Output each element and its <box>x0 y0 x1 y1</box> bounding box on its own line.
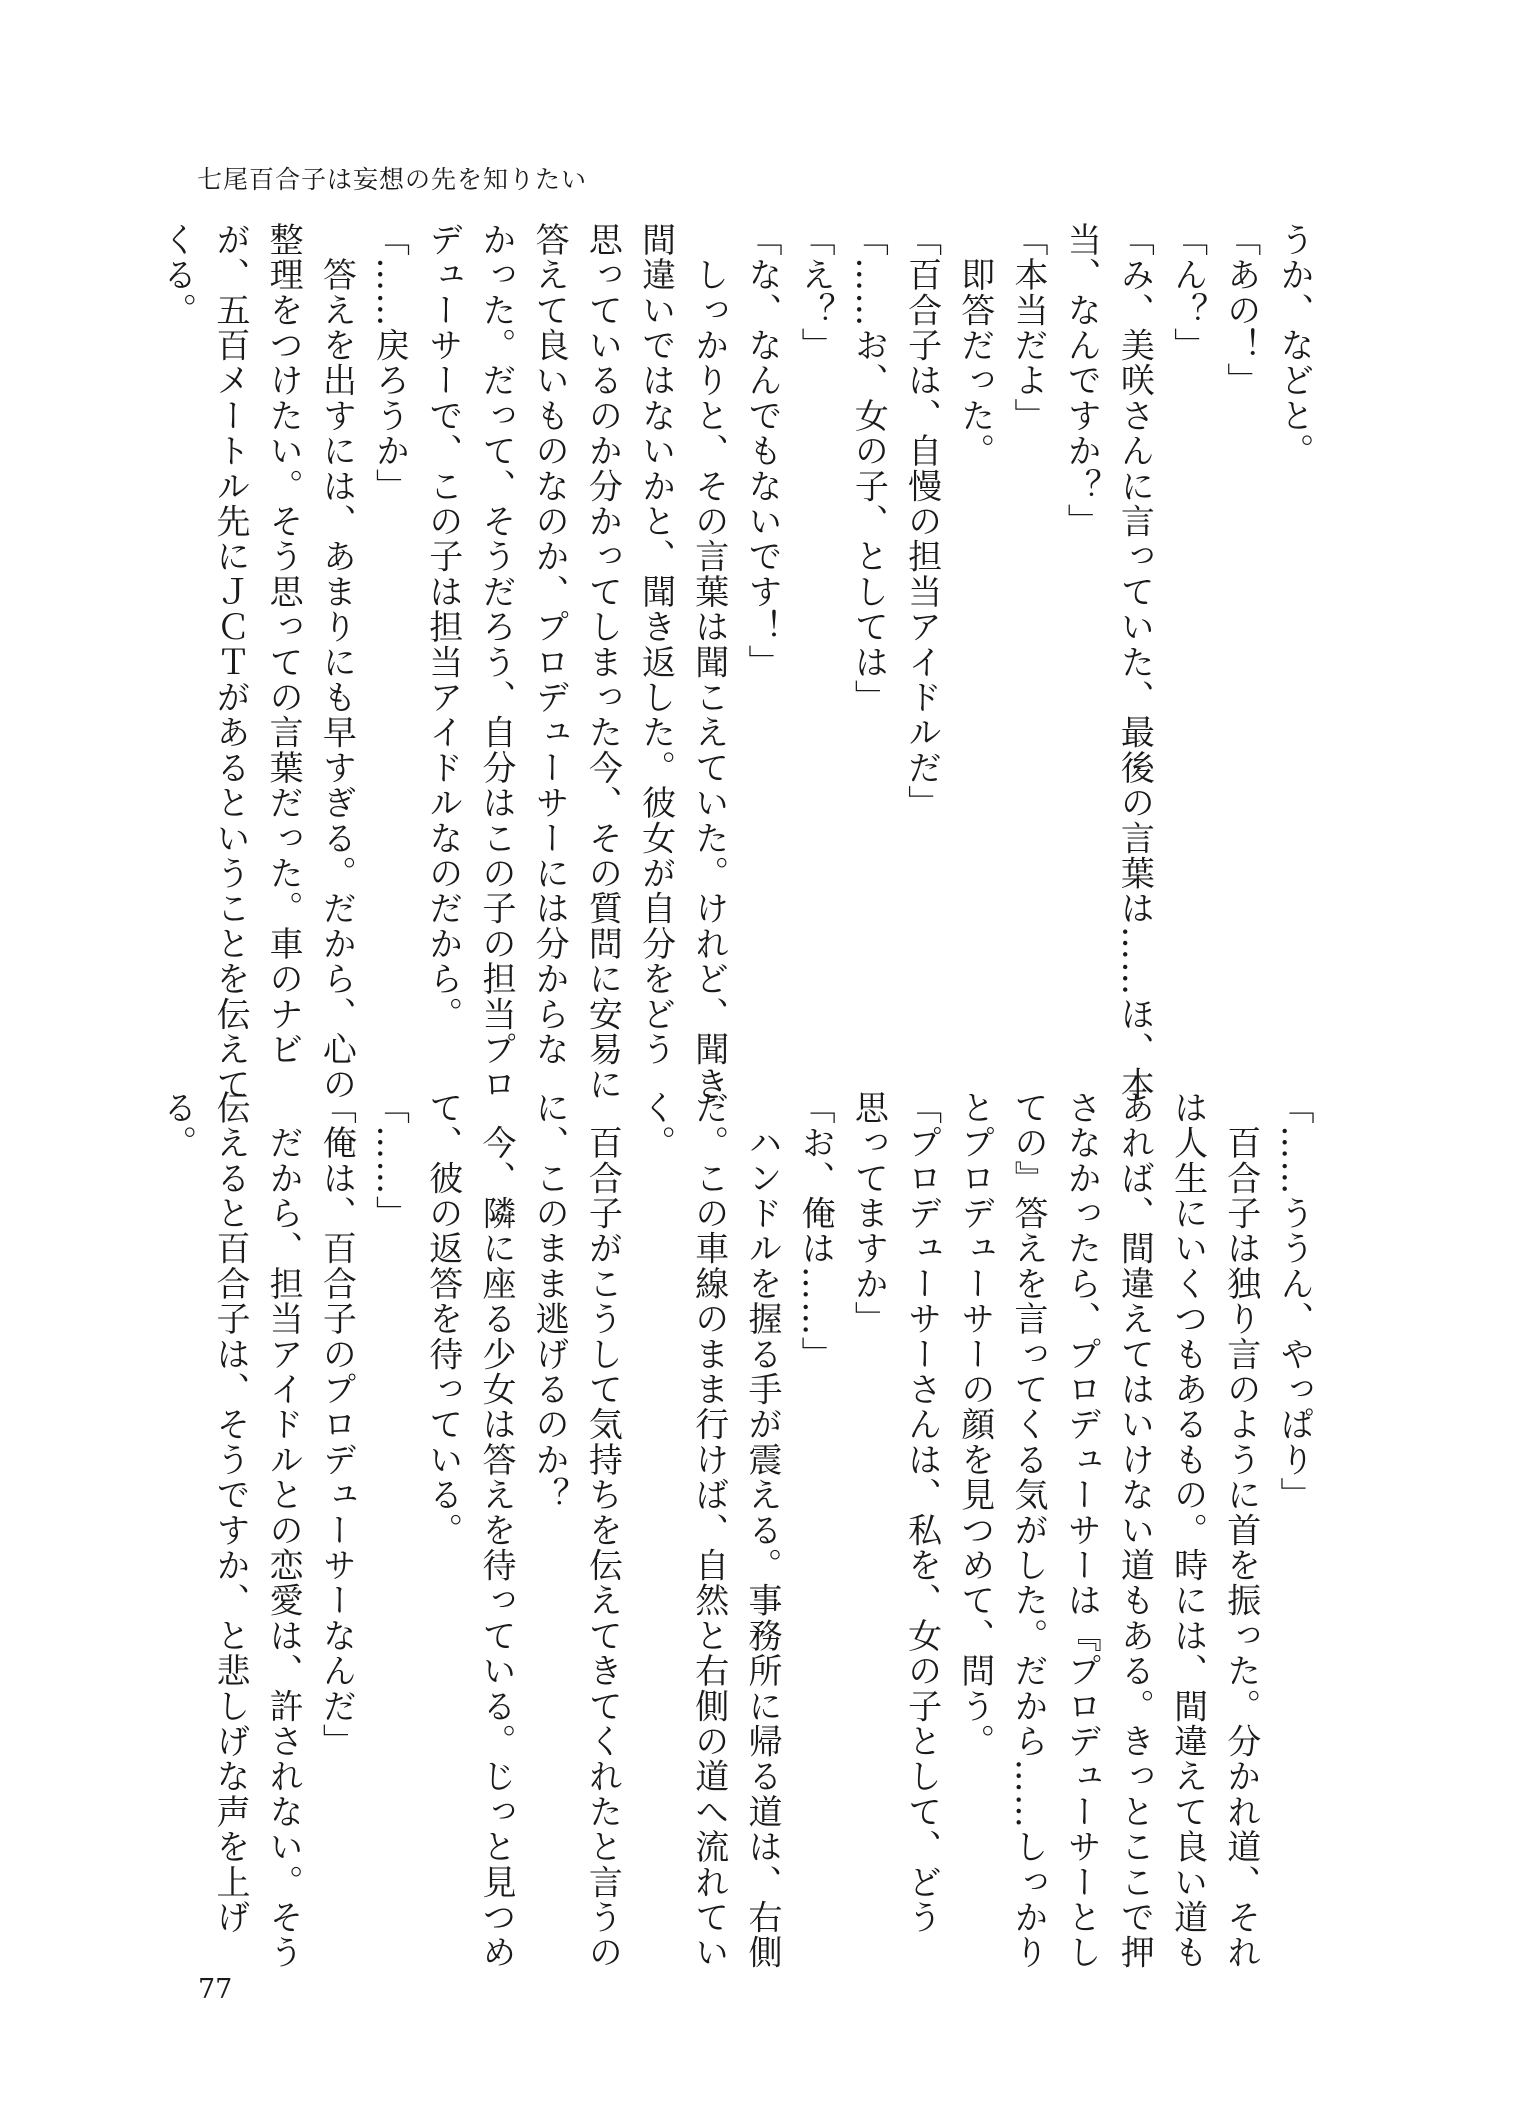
page-number: 77 <box>198 1974 233 2005</box>
text-line: 「あの！」 <box>1220 222 1261 398</box>
text-line: く。 <box>635 1090 676 1161</box>
text-line: 「み、美咲さんに言っていた、最後の言葉は……ほ、本 <box>1114 222 1155 1102</box>
text-line: 「え？」 <box>795 222 836 363</box>
text-line: しっかりと、その言葉は聞こえていた。けれど、聞き <box>688 222 729 1102</box>
text-line: 「俺は、百合子のプロデューサーなんだ」 <box>316 1090 357 1759</box>
text-line: ての』答えを言ってくる気がした。だから……しっかり <box>1007 1090 1048 1970</box>
text-line: うか、などと。 <box>1274 222 1314 469</box>
text-line: 「本当だよ」 <box>1007 222 1048 434</box>
text-line: 今、隣に座る少女は答えを待っている。じっと見つめ <box>475 1090 516 1970</box>
text-line: 答えて良いものなのか、プロデューサーには分からな <box>529 222 570 1067</box>
text-line: 「お、俺は……」 <box>795 1090 836 1372</box>
text-line: 「な、なんでもないです！」 <box>741 222 782 680</box>
text-line: に、このまま逃げるのか？ <box>529 1090 570 1513</box>
text-line: て、彼の返答を待っている。 <box>422 1090 463 1548</box>
text-line: は人生にいくつもあるもの。時には、間違えて良い道も <box>1167 1090 1208 1970</box>
text-line: 「プロデューサーさんは、私を、女の子として、どう <box>901 1090 942 1935</box>
text-line: が、五百メートル先にＪＣＴがあるということを伝えて <box>209 222 250 1102</box>
text-line: かった。だって、そうだろう、自分はこの子の担当プロ <box>475 222 516 1102</box>
text-line: だ。この車線のまま行けば、自然と右側の道へ流れてい <box>688 1090 729 1970</box>
upper-text-column <box>156 222 1320 1102</box>
text-line: 百合子は独り言のように首を振った。分かれ道、それ <box>1220 1090 1261 1970</box>
text-line: 整理をつけたい。そう思っての言葉だった。車のナビ <box>263 222 304 1067</box>
text-line: 当、なんですか？」 <box>1061 222 1102 539</box>
text-line: 間違いではないかと、聞き返した。彼女が自分をどう <box>635 222 676 1067</box>
text-line: 「百合子は、自慢の担当アイドルだ」 <box>901 222 942 821</box>
text-line: る。 <box>156 1090 197 1161</box>
text-line: 即答だった。 <box>954 222 995 469</box>
lower-text-column <box>156 1090 1320 1970</box>
text-line: 思ってますか」 <box>848 1090 889 1337</box>
text-line: 答えを出すには、あまりにも早すぎる。だから、心の <box>316 222 357 1102</box>
text-line: とプロデューサーの顔を見つめて、問う。 <box>954 1090 995 1759</box>
text-line: 百合子がこうして気持ちを伝えてきてくれたと言うの <box>582 1090 623 1970</box>
text-line: あれば、間違えてはいけない道もある。きっとここで押 <box>1114 1090 1155 1970</box>
text-line: さなかったら、プロデューサーは『プロデューサーとし <box>1061 1090 1102 1970</box>
text-line: 「ん？」 <box>1167 222 1208 363</box>
text-line: ハンドルを握る手が震える。事務所に帰る道は、右側 <box>741 1090 782 1970</box>
text-line: くる。 <box>156 222 197 328</box>
text-line: 「……」 <box>369 1090 410 1231</box>
text-line: 「……ううん、やっぱり」 <box>1274 1090 1314 1513</box>
text-line: 「……お、女の子、としては」 <box>848 222 889 715</box>
text-line: 伝えると百合子は、そうですか、と悲しげな声を上げ <box>209 1090 250 1935</box>
text-line: だから、担当アイドルとの恋愛は、許されない。そう <box>263 1090 304 1970</box>
running-title: 七尾百合子は妄想の先を知りたい <box>197 165 588 194</box>
text-line: 「……戻ろうか」 <box>369 222 410 504</box>
text-line: デューサーで、この子は担当アイドルなのだから。 <box>422 222 463 1032</box>
text-line: 思っているのか分かってしまった今、その質問に安易に <box>582 222 623 1102</box>
